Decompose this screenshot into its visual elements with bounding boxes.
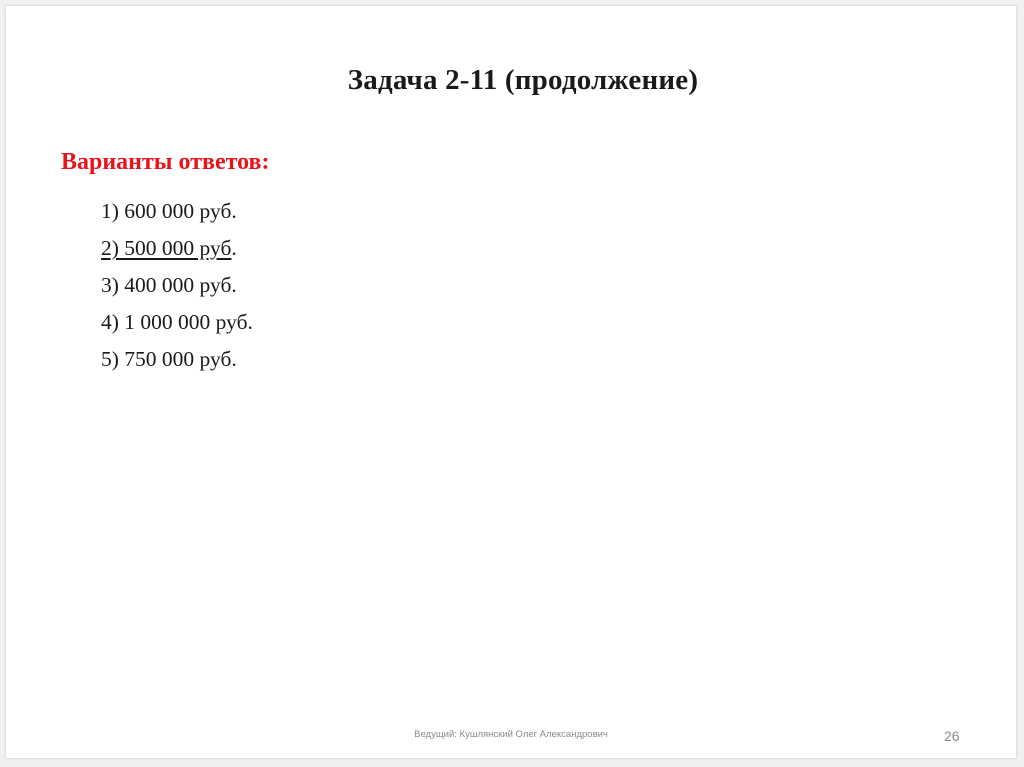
answer-option-1 bbox=[101, 196, 253, 233]
answer-option-5-text: 5) 750 000 руб. bbox=[101, 347, 237, 371]
presenter-footer: Ведущий: Кушлянский Олег Александрович bbox=[414, 729, 608, 740]
answer-option-3-text: 3) 400 000 руб. bbox=[101, 273, 237, 297]
answer-option-2 bbox=[101, 233, 253, 270]
answer-option-1-text: 1) 600 000 руб. bbox=[101, 199, 237, 223]
answers-heading: Варианты ответов: bbox=[61, 149, 270, 175]
answer-option-4-text: 4) 1 000 000 руб. bbox=[101, 310, 253, 334]
answer-option-4 bbox=[101, 307, 253, 344]
answer-list bbox=[101, 196, 253, 381]
slide-title: Задача 2-11 (продолжение) bbox=[347, 64, 699, 96]
answer-option-2-text: . bbox=[231, 236, 237, 260]
answer-option-5 bbox=[101, 344, 253, 381]
answer-option-2-underlined: 2) 500 000 руб bbox=[101, 236, 232, 260]
slide bbox=[6, 6, 1016, 758]
answer-option-3 bbox=[101, 270, 253, 307]
page-number: 26 bbox=[944, 728, 960, 744]
